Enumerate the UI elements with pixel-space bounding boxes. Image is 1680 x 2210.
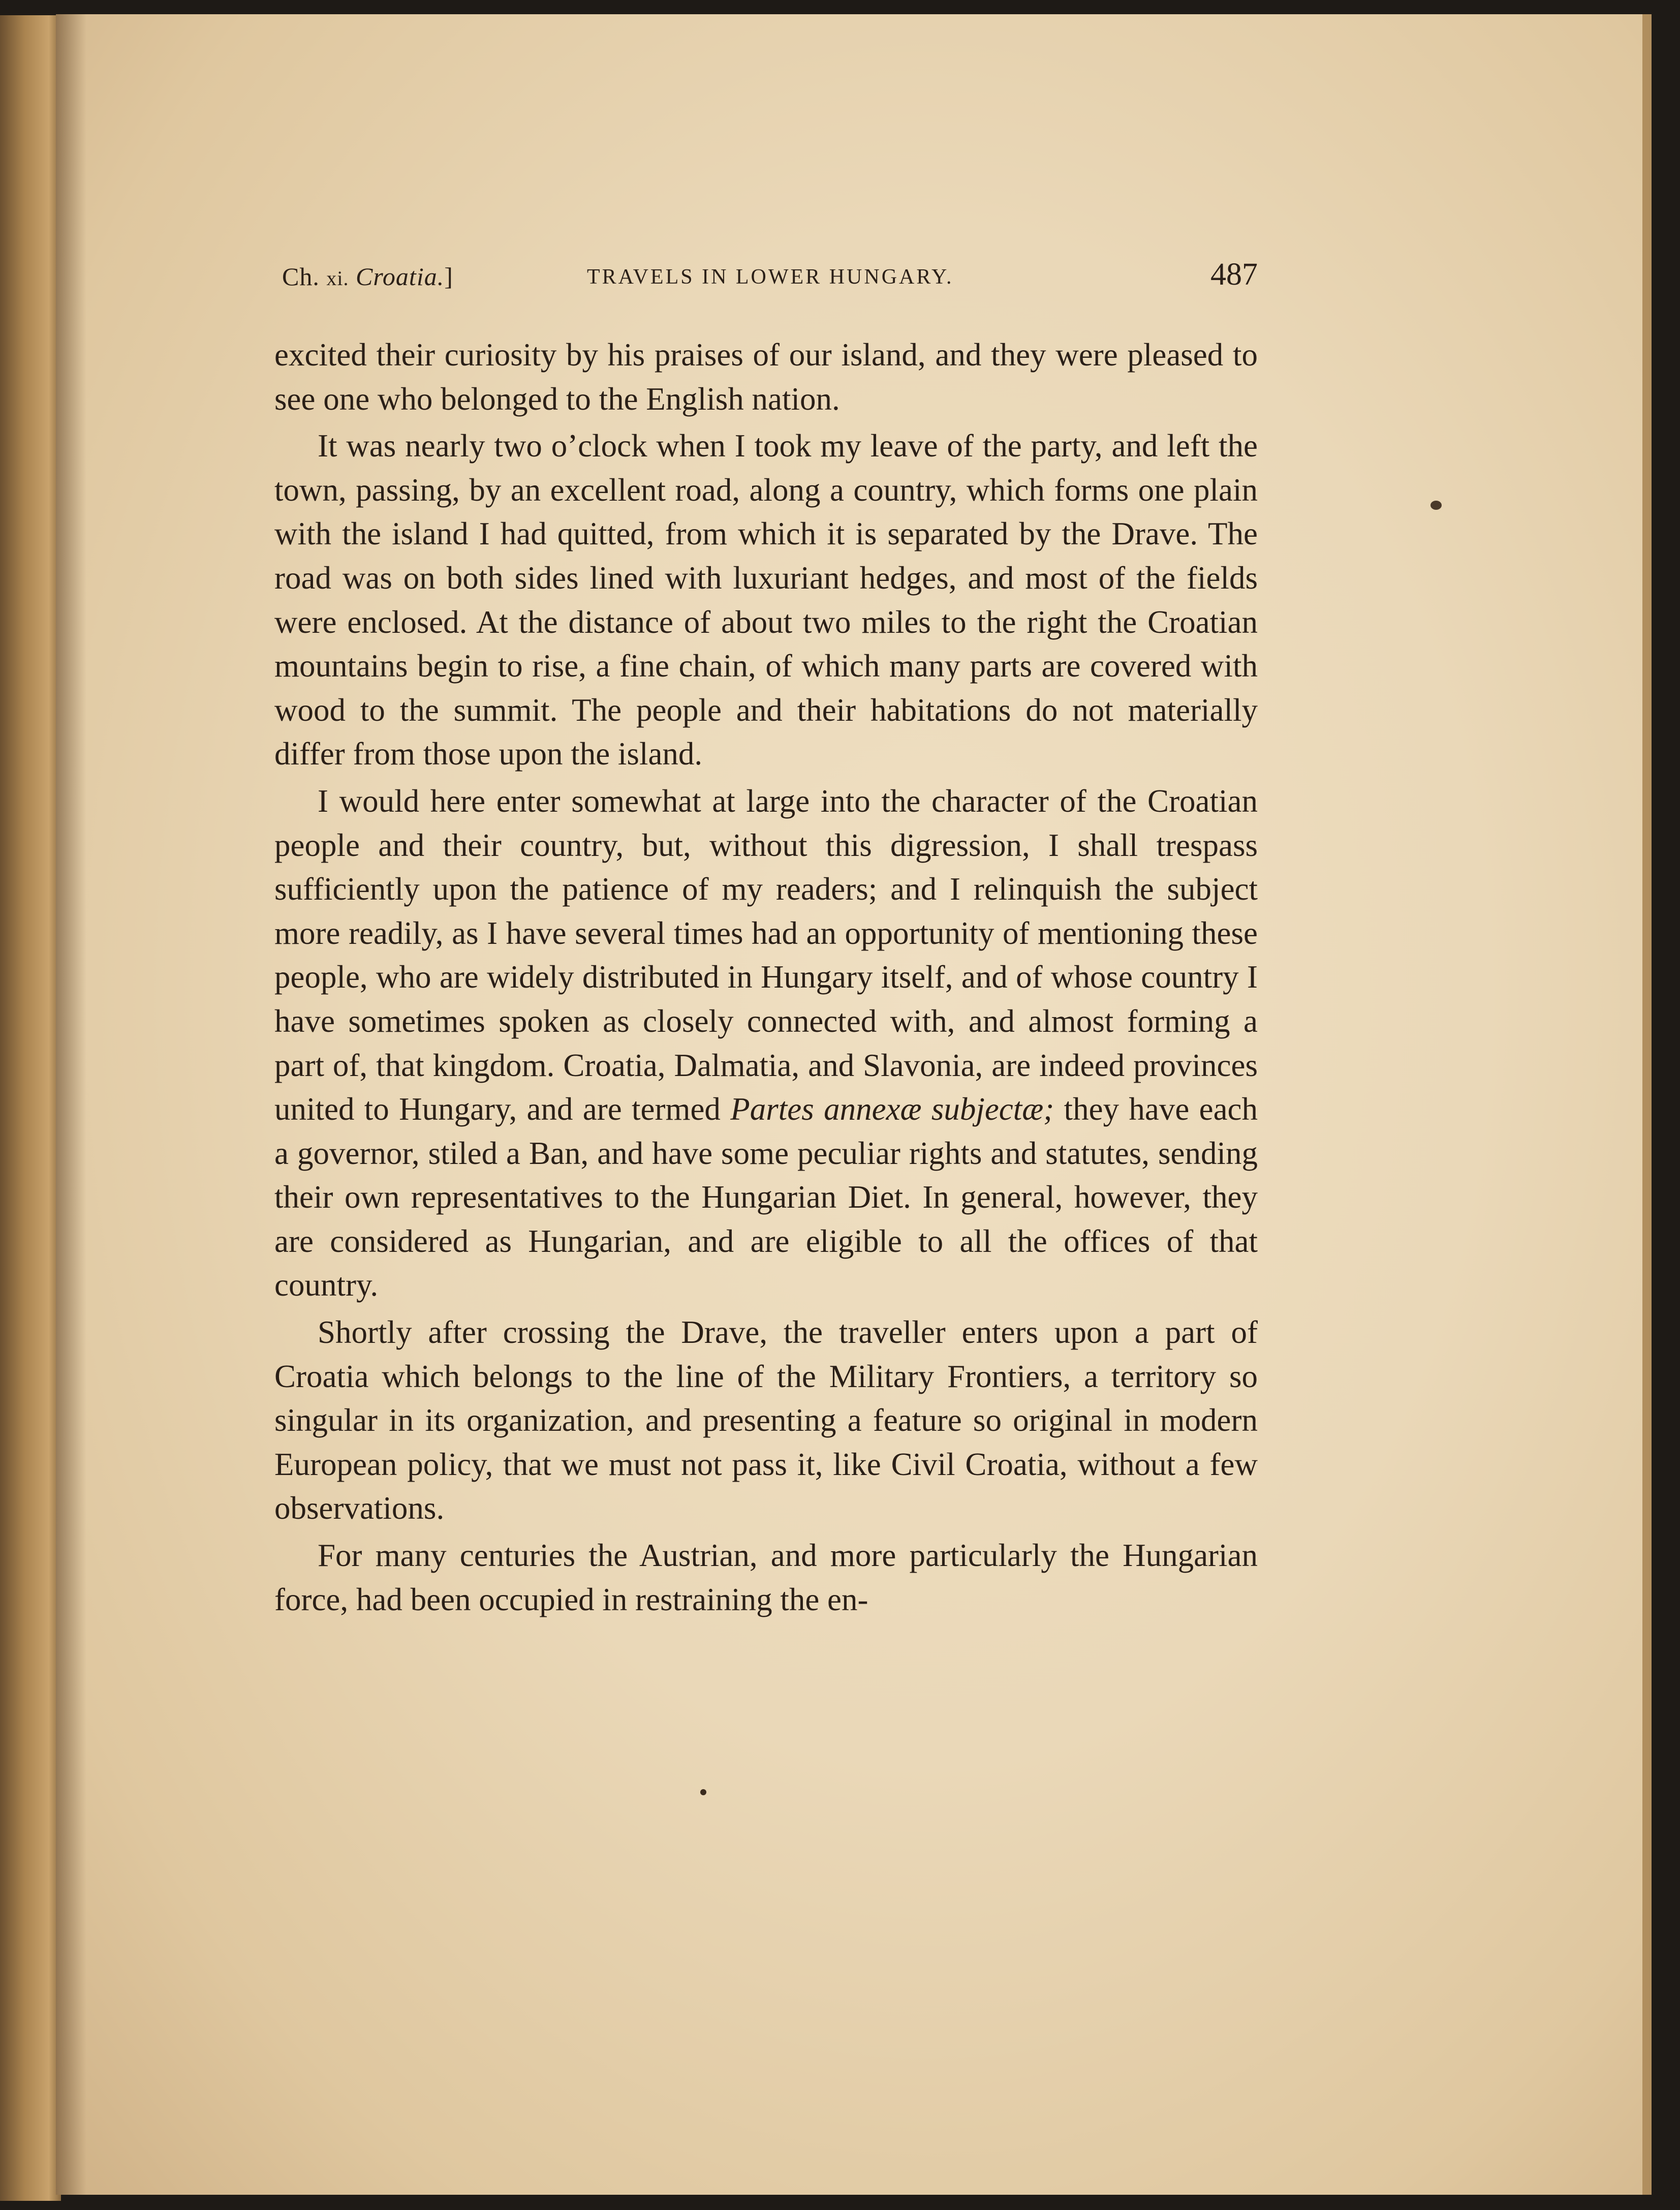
ink-blot [1430,501,1442,510]
body-text [274,333,1258,1621]
paragraph-croatian-text-2: they have each a governor, stiled a Ban, and have some peculiar rights and statutes, sending their own representatives to the Hungarian Diet. In general, however, they are considered as Hungarian, and are eligible to all the offices of that country. [274,1091,1258,1303]
chapter-prefix: Ch. [282,262,320,291]
signature-mark [700,1789,706,1795]
paragraph-croatian-people [274,779,1258,1307]
gutter-shadow [56,14,86,2195]
paragraph-departure: It was nearly two o’clock when I took my leave of the party, and left the town, passing, by an excellent road, along a country, which forms one plain with the island I had quitted, from which it is separated by the Drave. The road was on both sides lined with luxuriant hedges, and most of the fields were enclosed. At the distance of about two miles to the right the Croatian mountains begin to rise, a fine chain, of which many parts are covered with wood to the summit. The people and their habitations do not materially differ from those upon the island. [274,428,1258,772]
paragraph-croatian-text-1: I would here enter somewhat at large into the character of the Croatian people and their country, but, without this digression, I shall trespass sufficiently upon the patience of my readers; and I relinquish the subject more readily, as I have several times had an opportunity of mentioning these people, who are widely distributed in Hungary itself, and of whose country I have sometimes spoken as closely connected with, and almost forming a part of, that kingdom. Croatia, Dalmatia, and Slavonia, are indeed provinces united to Hungary, and are termed [274,783,1258,1127]
paragraph-continued: excited their curiosity by his praises of our island, and they were pleased to see one who belonged to the English nation. [274,337,1258,417]
facing-page-edge [0,15,61,2201]
paragraph-austrian-force: For many centuries the Austrian, and more particularly the Hungarian force, had been occupied in restraining the en- [274,1538,1258,1617]
chapter-reference [282,262,453,291]
paragraph-military-frontiers: Shortly after crossing the Drave, the traveller enters upon a part of Croatia which belongs to the line of the Military Frontiers, a territory so singular in its organization, and presenting a feature so original in modern European policy, that we must not pass it, like Civil Croatia, without a few observations. [274,1314,1258,1526]
page-number: 487 [1210,257,1258,292]
chapter-subject: Croatia. [355,262,445,291]
chapter-bracket: ] [444,262,453,291]
running-title: TRAVELS IN LOWER HUNGARY. [587,265,954,289]
chapter-number: xi. [326,267,349,290]
latin-phrase: Partes annexæ subjectæ; [730,1091,1054,1127]
running-head [282,257,1258,302]
